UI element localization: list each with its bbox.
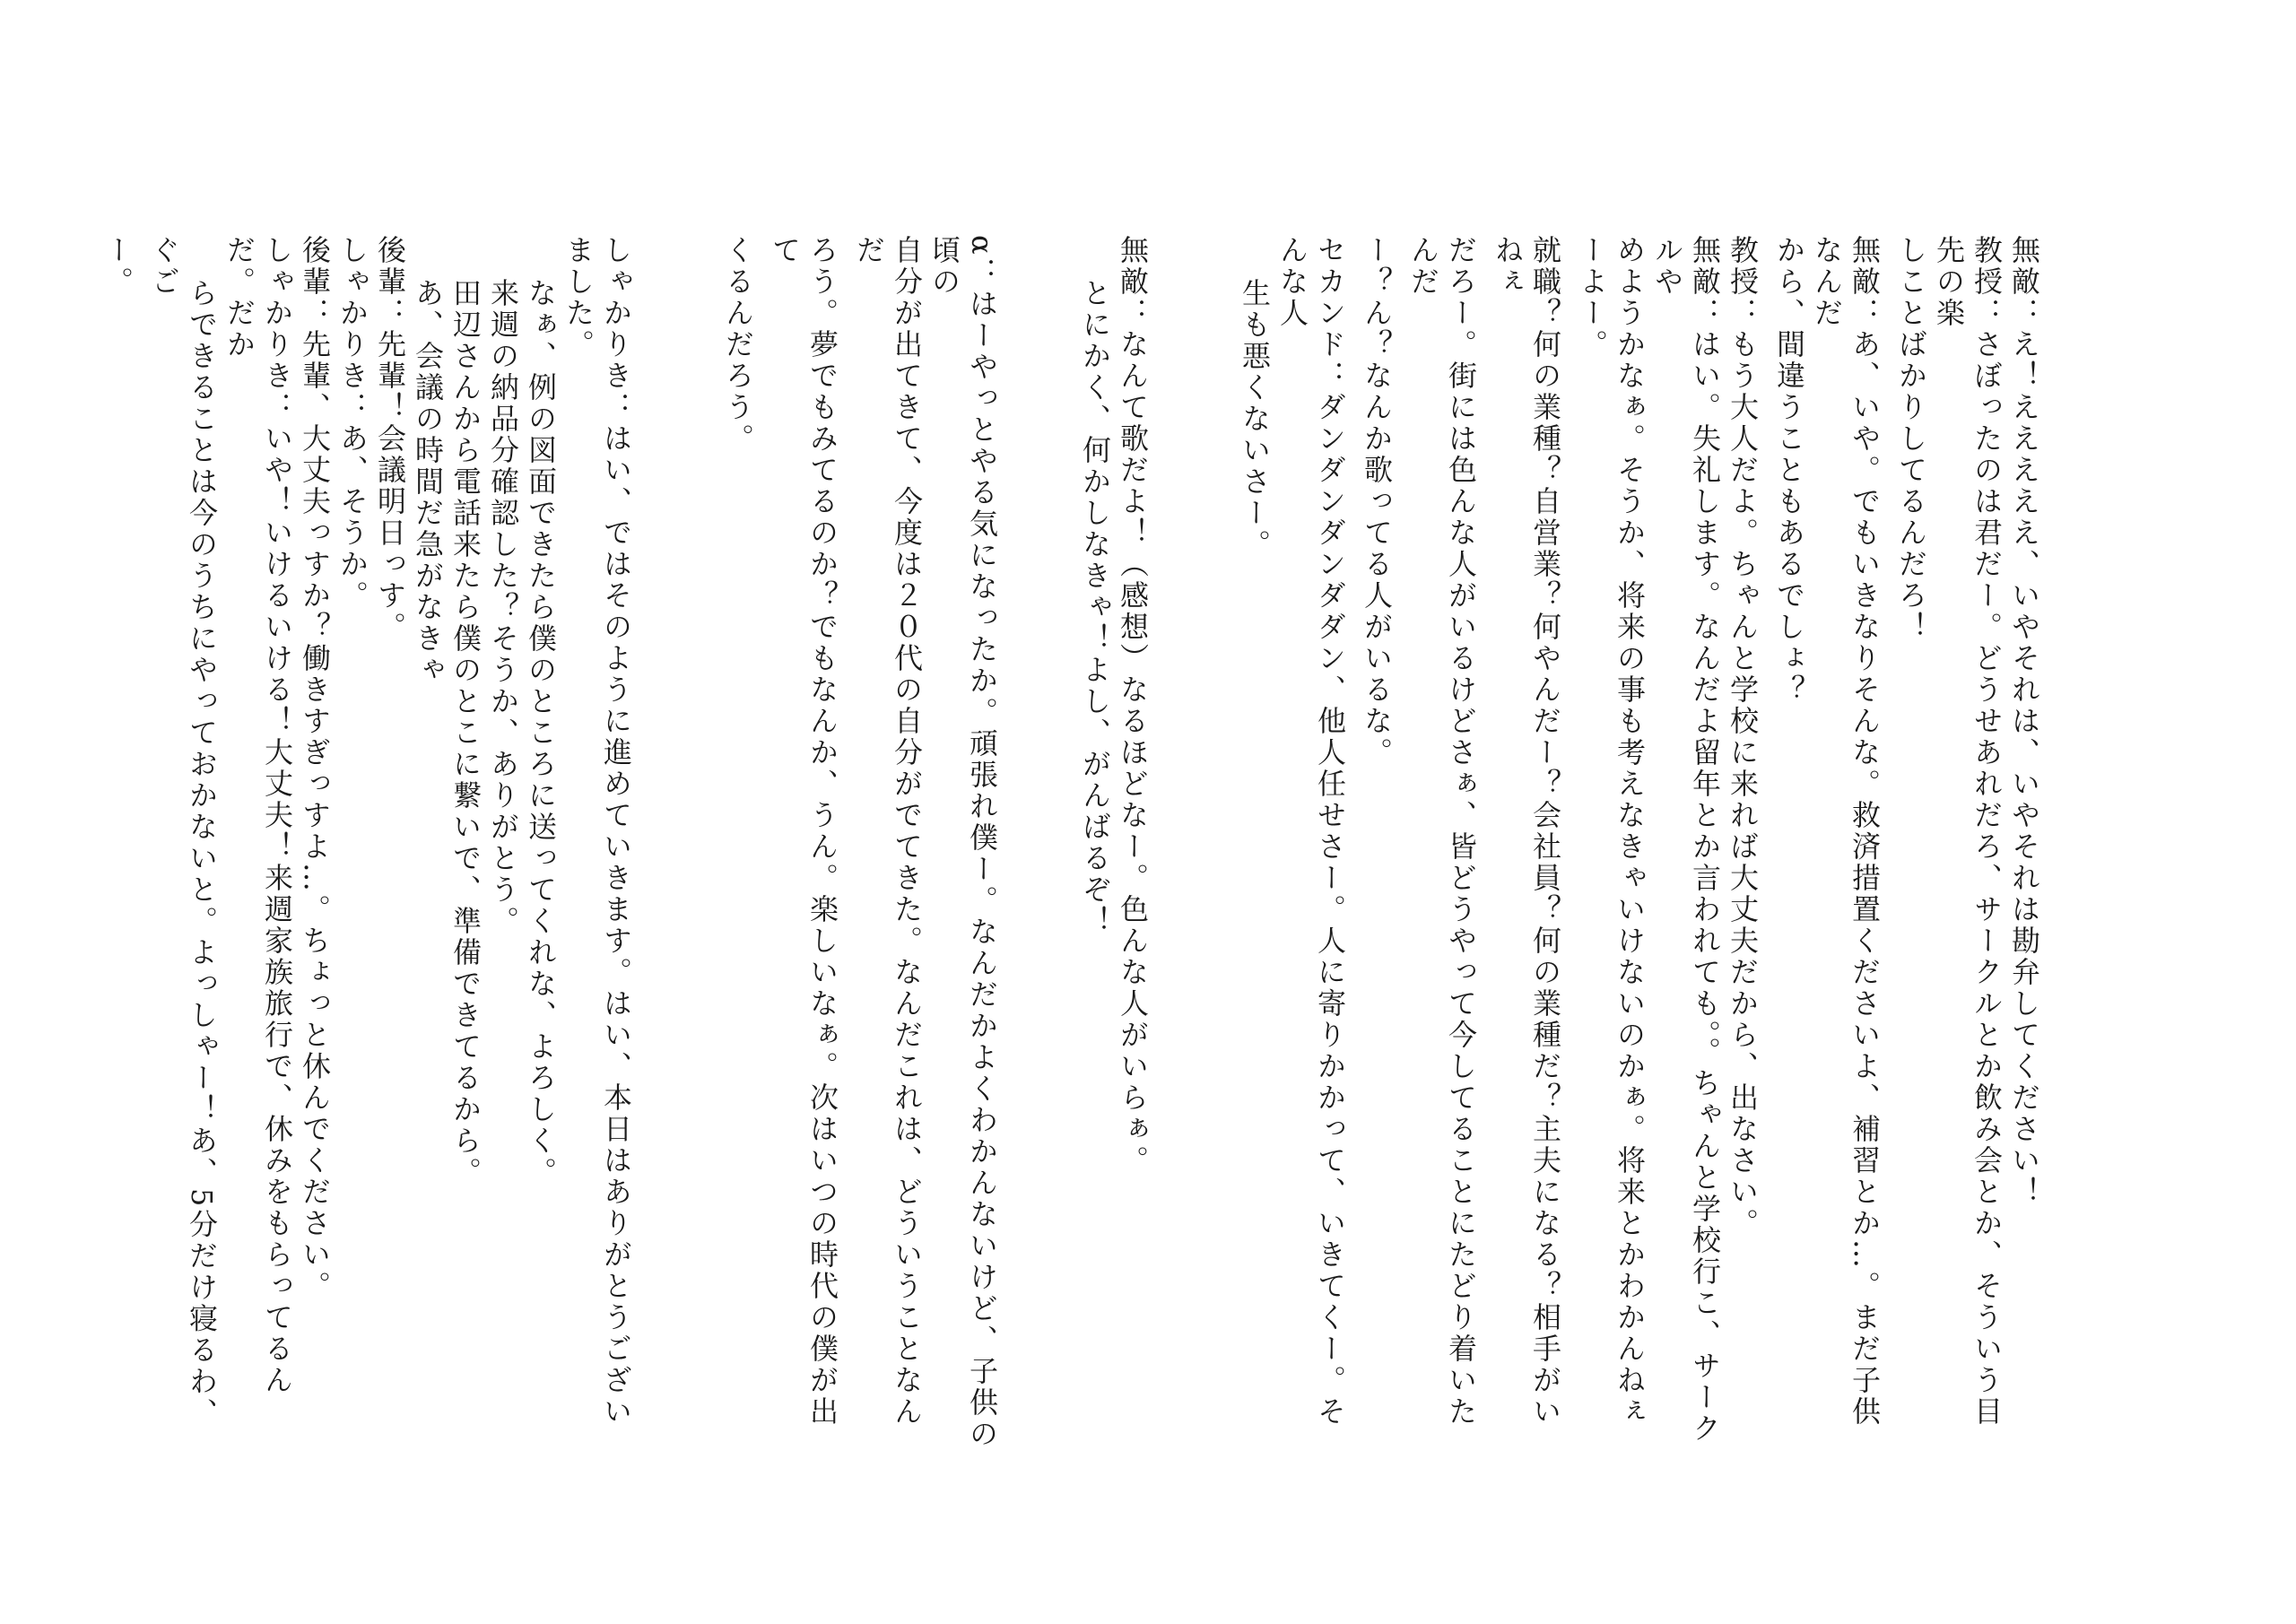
script-line: しゃかりき：いや！いけるいける！大丈夫！来週家族旅行で、休みをもらってるんだ。だか (222, 235, 294, 1396)
script-line: しゃかりき：あ、そうか。 (335, 235, 370, 612)
script-line: 無敵：え！えええええ、いやそれは、いやそれは勘弁してください！ (2007, 235, 2041, 1208)
script-line: 後輩：先輩、大丈夫っすか？働きすぎっすよ…。ちょっと休んでください。 (298, 235, 332, 1302)
script-line-continuation: とにかく、何かしなきゃ！よし、がんばるぞ！ (1078, 278, 1112, 937)
script-line: 無敵：はい。失礼します。なんだよ留年とか言われても。。ちゃんと学校行こ、サークルや (1650, 235, 1722, 1445)
script-line-continuation: ー？ん？なんか歌ってる人がいるな。 (1360, 235, 1394, 769)
script-line: 無敵：あ、いや。でもいきなりそんな。救済措置くださいよ、補習とか…。まだ子供なんだ (1810, 235, 1882, 1428)
script-line: 後輩：先輩！会議明日っす。 (373, 235, 407, 643)
script-line-continuation: くるんだろう。 (721, 235, 755, 455)
script-line-continuation: めようかなぁ。そうか、将来の事も考えなきゃいけないのかぁ。将来とかわかんねぇーよー。 (1575, 235, 1647, 1428)
script-line-continuation: だろー。街には色んな人がいるけどさぁ、皆どうやって今してることにたどり着いたんだ (1406, 235, 1478, 1428)
section-break (1152, 235, 1227, 1455)
script-line-continuation: 生も悪くないさー。 (1238, 278, 1272, 560)
script-line: 教授：もう大人だよ。ちゃんと学校に来れば大丈夫だから、出なさい。 (1726, 235, 1760, 1239)
script-line-continuation: 田辺さんから電話来たら僕のとこに繋いで、準備できてるから。 (448, 278, 483, 1188)
script-line-continuation: 来週の納品分確認した？そうか、ありがとう。 (486, 278, 520, 937)
script-line: 教授：さぼったのは君だー。どうせあれだろ、サークルとか飲み会とか、そういう目先の楽 (1932, 235, 2004, 1428)
script-line: しゃかりき：はい、ではそのように進めていきます。はい、本日はありがとうございました。 (561, 235, 633, 1428)
script-line-continuation: から、間違うこともあるでしょ？ (1772, 235, 1806, 706)
script-line-continuation: なぁ、例の図面できたら僕のところに送ってくれな、よろしく。 (524, 278, 558, 1188)
script-line: α：はーやっとやる気になったか。頑張れ僕ー。なんだかよくわかんないけど、子供の頃の (927, 235, 999, 1450)
script-line-continuation: 自分が出てきて、今度は２０代の自分がでてきた。なんだこれは、どういうことなんだ (852, 235, 924, 1428)
script-line: セカンド：ダンダンダンダダン、他人任せさー。人に寄りかかって、いきてくー。そんな人 (1275, 235, 1347, 1428)
script-line-continuation: らできることは今のうちにやっておかないと。よっしゃー！あ、5分だけ寝るわ、ぐご (147, 235, 219, 1429)
script-line-continuation: 就職？何の業種？自営業？何やんだー？会社員？何の業種だ？主夫になる？相手がいねぇ (1491, 235, 1562, 1428)
script-line-continuation: ろう。夢でもみてるのか？でもなんか、うん。楽しいなぁ。次はいつの時代の僕が出て (768, 235, 839, 1428)
section-break (635, 235, 710, 1455)
script-line-continuation: ー。 (100, 235, 135, 298)
script-line: 無敵：なんて歌だよ！（感想）なるほどなー。色んな人がいらぁ。 (1116, 235, 1150, 1177)
vertical-script-text (90, 235, 2043, 1455)
script-line-continuation: しことばかりしてるんだろ！ (1894, 235, 1928, 643)
script-line-continuation: あ、会議の時間だ急がなきゃ (411, 278, 445, 686)
section-break (1001, 235, 1076, 1455)
